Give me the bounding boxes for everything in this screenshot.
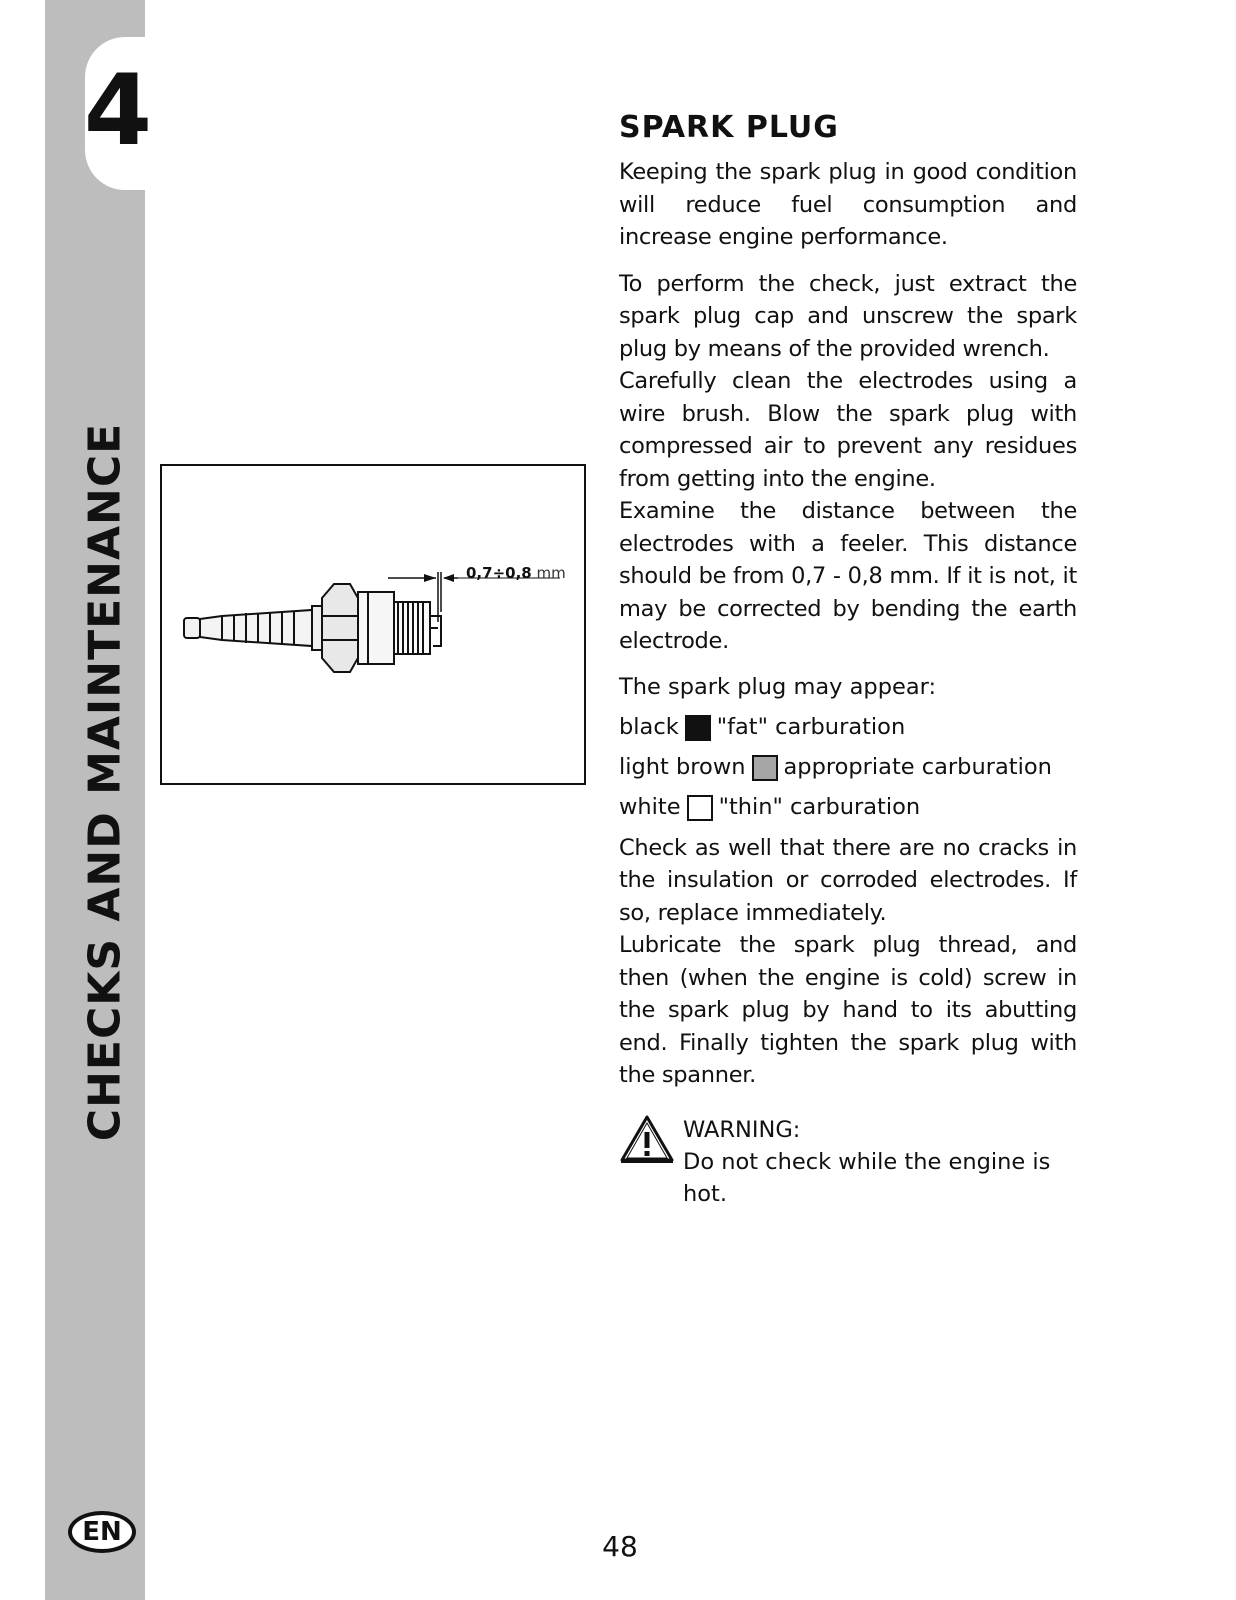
section-title-vertical: CHECKS AND MAINTENANCE [79,422,131,1142]
spark-plug-figure [160,464,586,785]
warning-block [619,1114,1077,1210]
paragraph-lubricate: Lubricate the spark plug thread, and then (when the engine is cold) screw in the spark plug by hand to its abutting end. Finally tighten the spark plug with the spanner. [619,932,1077,1088]
chapter-number: 4 [83,54,153,168]
warning-triangle-icon [619,1114,675,1164]
appear-intro: The spark plug may appear: [619,674,937,701]
paragraph-cracks: Check as well that there are no cracks in the insulation or corroded electrodes. If so, replace immediately. [619,834,1077,926]
color-swatch [687,795,713,821]
condition-meaning: "thin" carburation [718,794,921,821]
condition-meaning: "fat" carburation [716,714,906,741]
color-swatch [685,715,711,741]
paragraph-check: To perform the check, just extract the spark plug cap and unscrew the spark plug by means of the provided wrench. [619,270,1077,362]
warning-label: WARNING: [683,1116,801,1143]
condition-item [619,752,1077,784]
condition-color-name: white [619,794,681,821]
condition-color-name: light brown [619,754,746,781]
paragraph-intro: Keeping the spark plug in good condition will reduce fuel consumption and increase engine performance. [619,159,1077,250]
condition-item [619,712,1077,744]
spark-plug-diagram-icon [162,466,584,783]
main-content [619,110,1077,1210]
page-number: 48 [602,1530,638,1563]
paragraph-gap: Examine the distance between the electrodes with a feeler. This distance should be from 0,7 - 0,8 mm. If it is not, it may be corrected by bending the earth electrode. [619,498,1077,654]
condition-item [619,792,1077,824]
paragraph-clean: Carefully clean the electrodes using a wire brush. Blow the spark plug with compressed air to prevent any residues from getting into the engine. [619,368,1077,492]
conditions-list [619,712,1077,824]
warning-message: Do not check while the engine is hot. [683,1148,1051,1207]
gap-value: 0,7÷0,8 [466,564,532,582]
color-swatch [752,755,778,781]
warning-text [683,1114,1077,1210]
language-badge: EN [68,1511,136,1553]
page-title: SPARK PLUG [619,110,839,145]
gap-dimension-label [466,564,566,582]
condition-color-name: black [619,714,679,741]
gap-unit: mm [536,564,566,582]
condition-meaning: appropriate carburation [783,754,1052,781]
